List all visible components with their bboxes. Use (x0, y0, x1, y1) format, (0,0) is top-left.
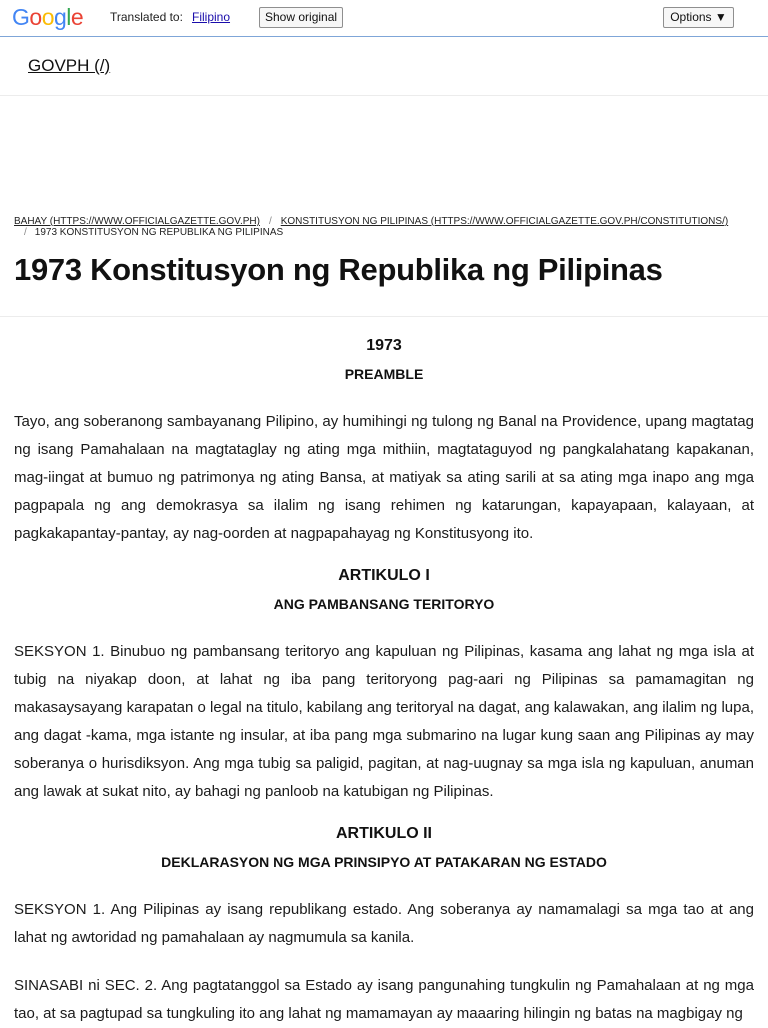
breadcrumb-current: 1973 KONSTITUSYON NG REPUBLIKA NG PILIPINAS (34, 227, 284, 238)
page-title: 1973 Konstitusyon ng Republika ng Pilipinas (14, 252, 663, 287)
article-body (14, 332, 754, 1028)
breadcrumb-separator: / (24, 227, 27, 238)
site-header (0, 38, 768, 96)
google-logo-letter: e (70, 4, 84, 30)
language-link[interactable]: Filipino (192, 10, 231, 24)
article2-subheading: DEKLARASYON NG MGA PRINSIPYO AT PATAKARAN NG ESTADO (161, 854, 607, 870)
translated-to-label: Translated to: (110, 10, 183, 24)
article1-subheading: ANG PAMBANSANG TERITORYO (273, 596, 495, 612)
govph-home-link[interactable]: GOVPH (/) (28, 56, 111, 75)
title-divider (0, 316, 768, 317)
show-original-button[interactable]: Show original (259, 7, 343, 28)
breadcrumb-constitutions-link[interactable]: KONSTITUSYON NG PILIPINAS (HTTPS://WWW.OFFICIALGAZETTE.GOV.PH/CONSTITUTIONS/) (280, 216, 729, 227)
google-logo-letter: o (41, 4, 54, 30)
google-logo-letter: o (29, 4, 42, 30)
google-logo-letter: g (53, 4, 67, 30)
article1-section1: SEKSYON 1. Binubuo ng pambansang teritoryo ang kapuluan ng Pilipinas, kasama ang lahat ng mga isla at tubig na niyakap doon, at lahat ng iba pang teritoryong pag-aari ng Pilipinas sa pamamagitan ng makasaysayang karapatan o legal na titulo, kabilang ang teritoryal na dagat, ang kalawakan, ang ilalim ng lupa, ang dagat -kama, mga istante ng insular, at iba pang mga submarino na lugar kung saan ang Pilipinas ay may soberanya o hurisdiksyon. Ang mga tubig sa paligid, pagitan, at nag-uugnay sa mga isla ng kapuluan, anuman ang lawak at sukat nito, ay bahagi ng panloob na katubigan ng Pilipinas. (14, 643, 754, 800)
breadcrumb-separator: / (268, 216, 272, 227)
breadcrumb (14, 216, 754, 238)
google-logo-letter: l (66, 4, 71, 30)
options-button[interactable]: Options ▼ (663, 7, 734, 28)
google-logo-letter: G (12, 4, 30, 30)
translate-bar (0, 0, 768, 37)
preamble-heading: PREAMBLE (344, 366, 424, 382)
article2-section2: SINASABI ni SEC. 2. Ang pagtatanggol sa Estado ay isang pangunahing tungkulin ng Pamahalaan at ng mga tao, at sa pagtupad sa tungkuling ito ang lahat ng mamamayan ay maaaring hilingin ng batas na magbigay ng (14, 977, 754, 1022)
article2-section1: SEKSYON 1. Ang Pilipinas ay isang republikang estado. Ang soberanya ay namamalagi sa mga tao at ang lahat ng awtoridad ng pamahalaan ay nagmumula sa kanila. (14, 901, 754, 946)
breadcrumb-home-link[interactable]: BAHAY (HTTPS://WWW.OFFICIALGAZETTE.GOV.PH) (14, 216, 260, 227)
year-heading: 1973 (366, 337, 402, 354)
article2-heading: ARTIKULO II (336, 825, 432, 842)
google-logo[interactable] (12, 4, 83, 30)
preamble-text: Tayo, ang soberanong sambayanang Pilipino, ay humihingi ng tulong ng Banal na Providence, upang magtatag ng isang Pamahalaan na magtataglay ng ating mga mithiin, magtataguyod ng pangkalahatang kapakanan, mag-iingat at bumuo ng patrimonya ng ating Bansa, at matiyak sa ating sarili at sa ating mga inapo ang mga pagpapala ng ang demokrasya sa ilalim ng isang rehimen ng katarungan, kapayapaan, kalayaan, at pagkakapantay-pantay, ay nag-oorden at nagpapahayag ng Konstitusyong ito. (14, 413, 754, 542)
article1-heading: ARTIKULO I (338, 567, 430, 584)
